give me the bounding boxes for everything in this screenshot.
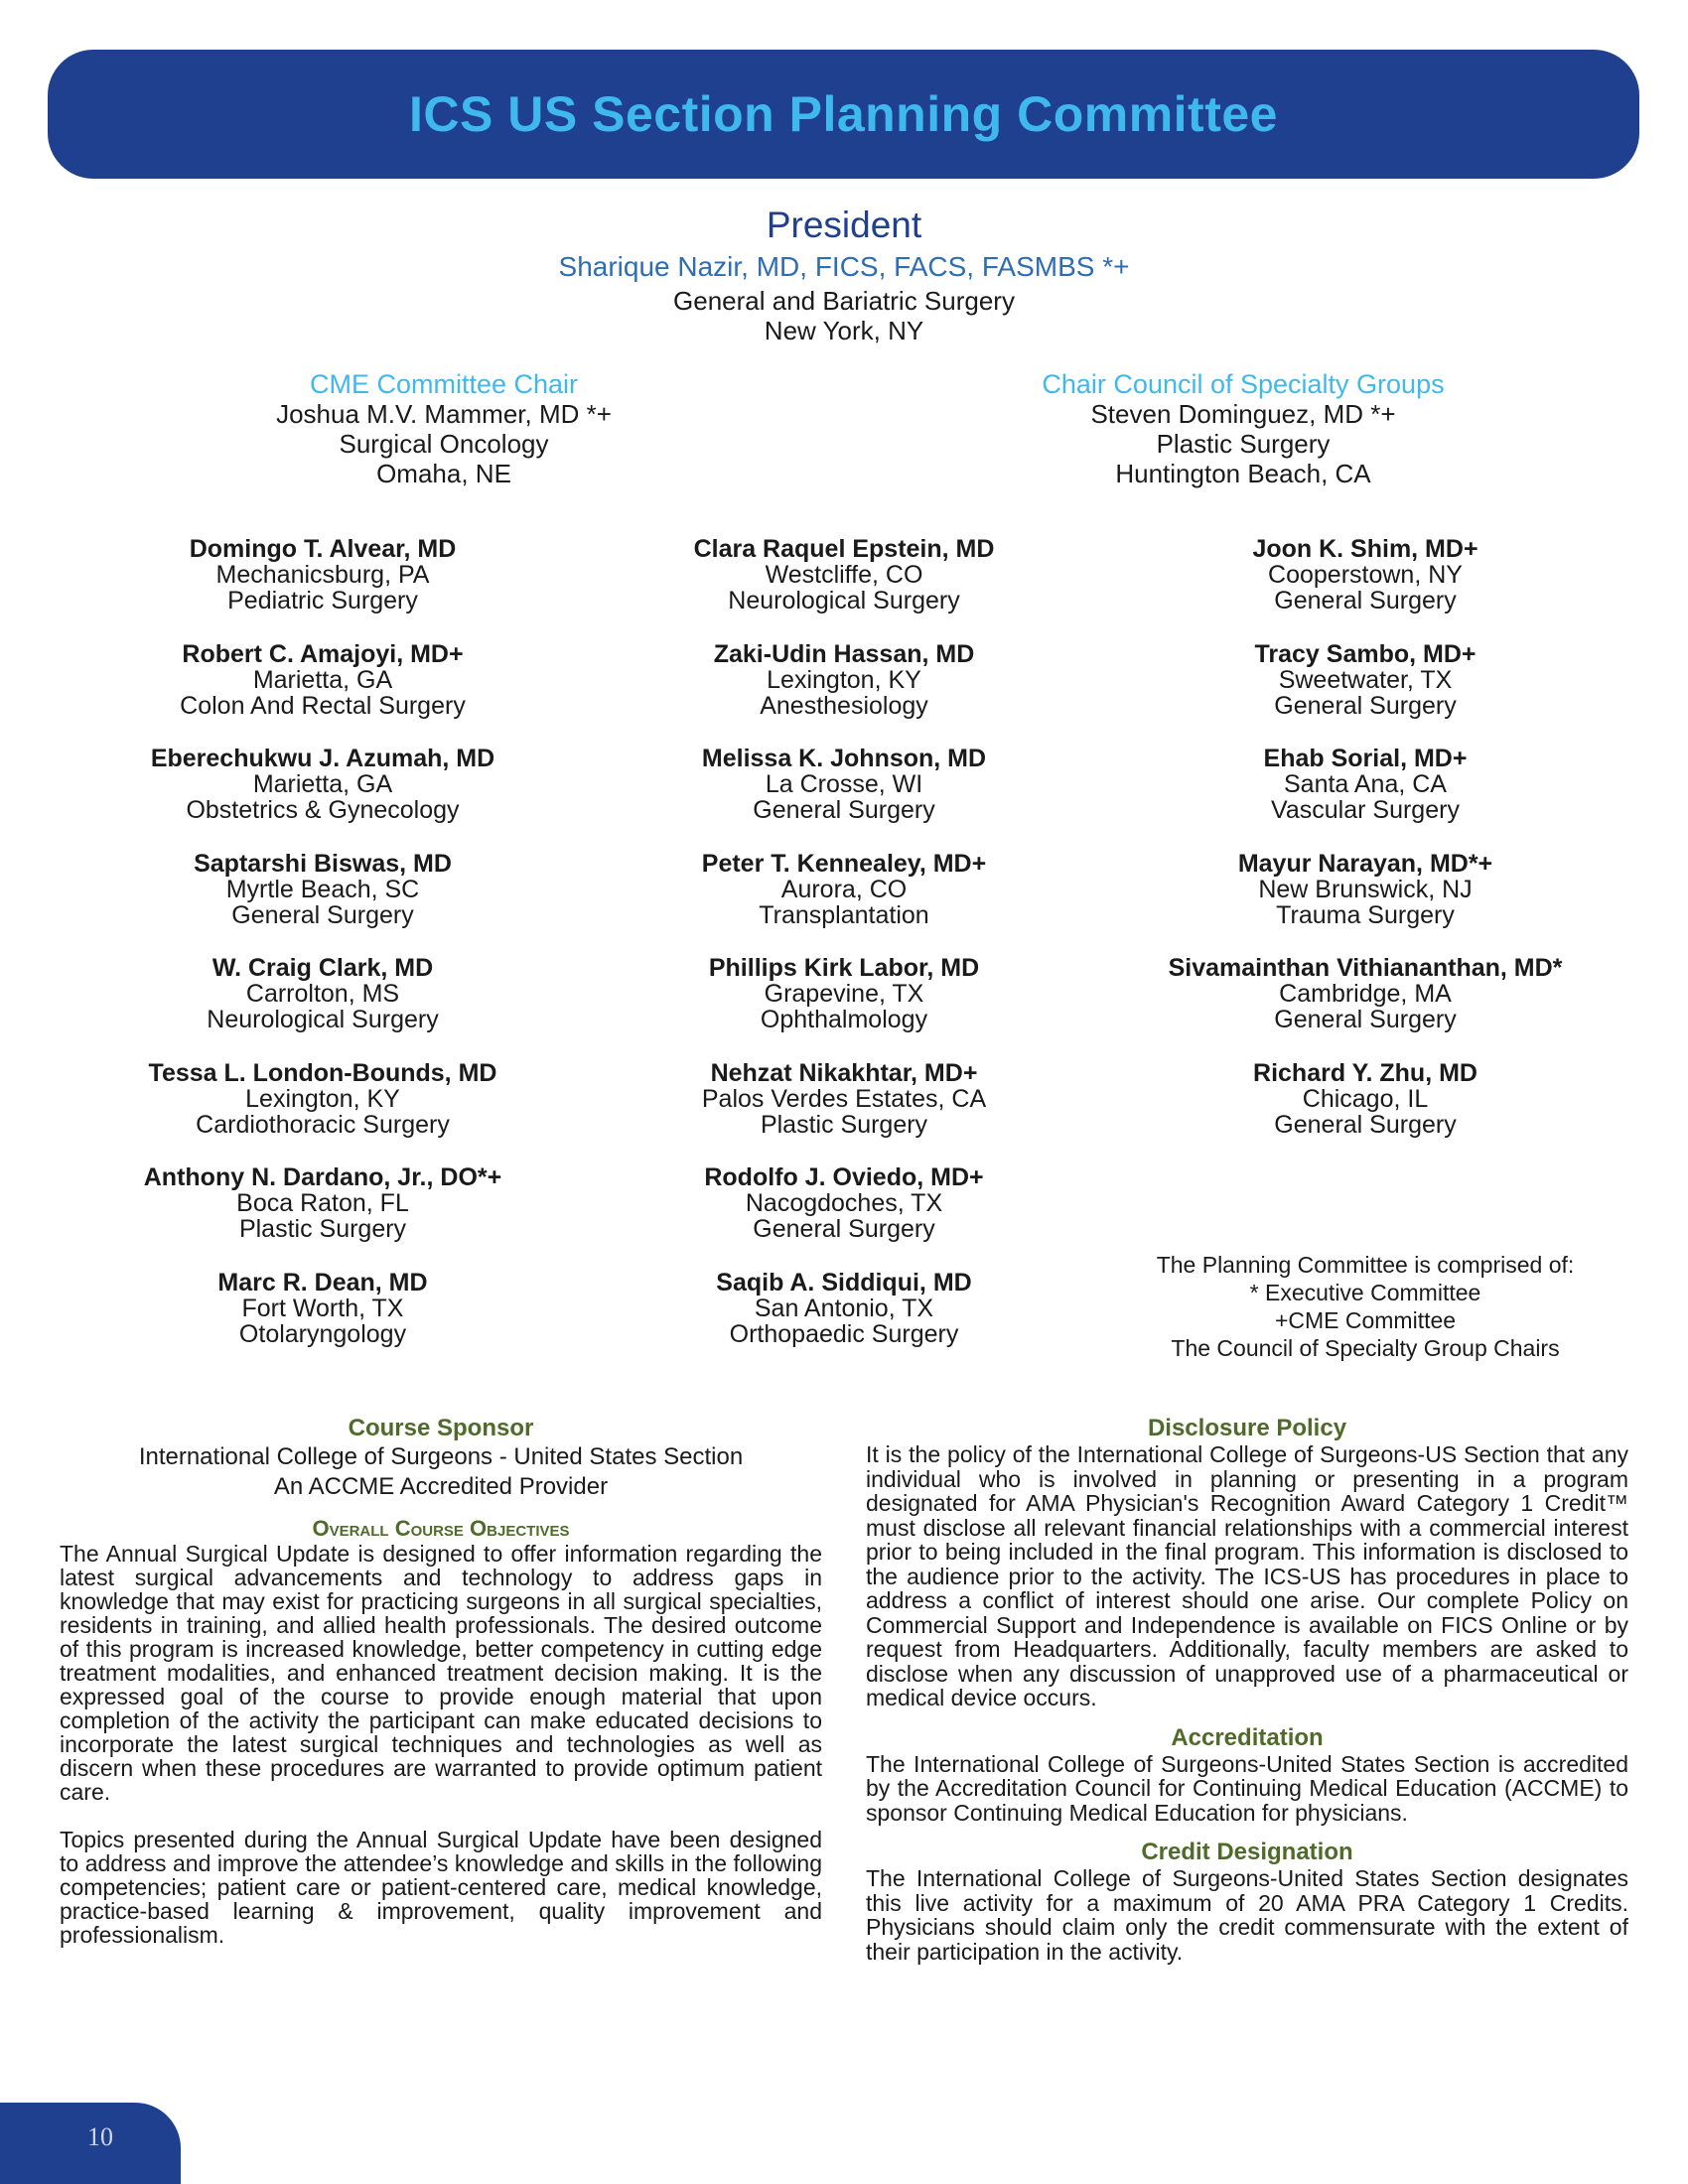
- officer-role: Chair Council of Specialty Groups: [1042, 369, 1445, 399]
- legend-cme: +CME Committee: [1274, 1307, 1457, 1333]
- members-column-3: [1087, 536, 1643, 1164]
- member-location: Santa Ana, CA: [1283, 770, 1447, 798]
- committee-legend: [1087, 1251, 1643, 1362]
- member-location: Fort Worth, TX: [241, 1294, 404, 1322]
- member-name: Richard Y. Zhu, MD: [1253, 1058, 1477, 1087]
- disclosure-text: It is the policy of the International College of Surgeons-US Section that any individual who is involved in planning or presenting in a program designated for AMA Physician's Recognition Award Category 1 Credit™ must disclose all relevant financial relationships with a commercial interest prior to being included in the final program. This information is disclosed to the audience prior to the activity. The ICS-US has procedures in place to address a conflict of interest should one arise. Our complete Policy on Commercial Support and Independence is available on FICS Online or by request from Headquarters. Additionally, faculty members are asked to disclose when any discussion of unapproved use of a pharmaceutical or medical device occurs.: [866, 1441, 1628, 1710]
- member-name: Mayur Narayan, MD*+: [1237, 849, 1493, 878]
- member-name: Clara Raquel Epstein, MD: [693, 535, 995, 563]
- member-location: La Crosse, WI: [765, 770, 923, 798]
- member-entry: [566, 536, 1122, 641]
- member-specialty: Pediatric Surgery: [227, 587, 418, 614]
- member-entry: [1087, 746, 1643, 851]
- member-entry: [1087, 1060, 1643, 1165]
- member-location: Myrtle Beach, SC: [225, 875, 420, 903]
- credit-heading: Credit Designation: [1141, 1839, 1353, 1865]
- member-specialty: General Surgery: [753, 1215, 935, 1243]
- accreditation-heading: Accreditation: [1171, 1723, 1324, 1751]
- left-column-text: [60, 1415, 822, 1947]
- member-name: Saqib A. Siddiqui, MD: [716, 1268, 972, 1297]
- member-entry: [45, 536, 601, 641]
- course-sponsor-accreditation: An ACCME Accredited Provider: [273, 1473, 609, 1500]
- member-entry: [566, 641, 1122, 747]
- members-column-1: [45, 536, 601, 1374]
- member-location: Mechanicsburg, PA: [215, 561, 430, 589]
- member-entry: [566, 1060, 1122, 1165]
- member-location: San Antonio, TX: [754, 1294, 934, 1322]
- accreditation-text: The International College of Surgeons-United States Section is accredited by the Accreditation Council for Continuing Medical Education (ACCME) to sponsor Continuing Medical Education for physicians.: [866, 1750, 1628, 1826]
- member-name: Ehab Sorial, MD+: [1263, 745, 1468, 772]
- page-title: ICS US Section Planning Committee: [409, 86, 1278, 142]
- right-column-text: [866, 1415, 1628, 1964]
- member-specialty: Trauma Surgery: [1276, 900, 1455, 929]
- member-specialty: General Surgery: [231, 900, 414, 929]
- member-location: Palos Verdes Estates, CA: [701, 1084, 987, 1113]
- member-specialty: Otolaryngology: [238, 1319, 407, 1348]
- member-name: Joon K. Shim, MD+: [1252, 535, 1478, 563]
- officer-role: CME Committee Chair: [309, 369, 579, 399]
- member-location: Lexington, KY: [767, 665, 921, 694]
- member-entry: [45, 1270, 601, 1375]
- president-location: New York, NY: [764, 316, 924, 345]
- page-number: 10: [87, 2122, 113, 2151]
- president-label: President: [766, 205, 922, 245]
- member-specialty: General Surgery: [753, 796, 935, 824]
- member-name: Peter T. Kennealey, MD+: [701, 849, 987, 878]
- member-location: Carrolton, MS: [245, 980, 400, 1008]
- member-entry: [1087, 955, 1643, 1060]
- member-entry: [45, 851, 601, 956]
- officer-location: Omaha, NE: [376, 459, 511, 488]
- member-entry: [1087, 851, 1643, 956]
- officer-specialty-chair: [935, 369, 1551, 488]
- member-name: Nehzat Nikakhtar, MD+: [710, 1058, 978, 1087]
- member-specialty: General Surgery: [1274, 587, 1457, 614]
- officer-location: Huntington Beach, CA: [1115, 459, 1371, 488]
- member-location: Marietta, GA: [252, 665, 393, 694]
- disclosure-heading: Disclosure Policy: [1147, 1415, 1347, 1441]
- member-specialty: Vascular Surgery: [1271, 796, 1460, 824]
- member-name: Robert C. Amajoyi, MD+: [182, 639, 464, 668]
- legend-executive: * Executive Committee: [1249, 1280, 1481, 1305]
- member-specialty: Orthopaedic Surgery: [729, 1319, 959, 1348]
- member-entry: [45, 746, 601, 851]
- member-name: Melissa K. Johnson, MD: [701, 745, 987, 772]
- president-name: Sharique Nazir, MD, FICS, FACS, FASMBS *+: [558, 251, 1130, 282]
- member-entry: [566, 955, 1122, 1060]
- member-specialty: Neurological Surgery: [728, 587, 960, 614]
- member-location: New Brunswick, NJ: [1258, 875, 1473, 903]
- member-location: Boca Raton, FL: [236, 1189, 409, 1217]
- member-name: Zaki-Udin Hassan, MD: [713, 639, 975, 668]
- member-location: Cooperstown, NY: [1268, 561, 1463, 589]
- member-location: Westcliffe, CO: [765, 561, 923, 589]
- member-name: Tracy Sambo, MD+: [1254, 639, 1477, 668]
- member-specialty: General Surgery: [1274, 691, 1457, 720]
- member-entry: [566, 1270, 1122, 1375]
- course-sponsor-heading: Course Sponsor: [348, 1415, 534, 1441]
- member-location: Nacogdoches, TX: [745, 1189, 943, 1217]
- member-name: Rodolfo J. Oviedo, MD+: [704, 1163, 984, 1191]
- member-name: Marc R. Dean, MD: [217, 1268, 428, 1297]
- credit-text: The International College of Surgeons-United States Section designates this live activity for a maximum of 20 AMA PRA Category 1 Credits. Physicians should claim only the credit commensurate with the extent of their participation in the activity.: [866, 1865, 1628, 1965]
- member-location: Sweetwater, TX: [1278, 665, 1453, 694]
- legend-intro: The Planning Committee is comprised of:: [1156, 1252, 1575, 1278]
- member-name: Phillips Kirk Labor, MD: [708, 954, 980, 982]
- officer-cme-chair: [136, 369, 752, 488]
- member-entry: [566, 746, 1122, 851]
- title-banner: [48, 50, 1639, 179]
- objectives-paragraph-2: Topics presented during the Annual Surgical Update have been designed to address and improve the attendee’s knowledge and skills in the following competencies; patient care or patient-centered care, medical knowledge, practice-based learning & improvement, quality improvement and professionalism.: [60, 1827, 822, 1948]
- member-location: Aurora, CO: [780, 875, 908, 903]
- member-specialty: General Surgery: [1274, 1006, 1457, 1033]
- member-location: Lexington, KY: [245, 1084, 400, 1113]
- officer-specialty: Plastic Surgery: [1156, 429, 1331, 459]
- member-specialty: Cardiothoracic Surgery: [196, 1110, 450, 1139]
- member-specialty: General Surgery: [1274, 1110, 1457, 1139]
- member-location: Chicago, IL: [1302, 1084, 1429, 1113]
- members-column-2: [566, 536, 1122, 1374]
- member-specialty: Anesthesiology: [760, 691, 928, 720]
- member-name: Anthony N. Dardano, Jr., DO*+: [143, 1163, 502, 1191]
- president-specialty: General and Bariatric Surgery: [673, 286, 1015, 316]
- member-location: Cambridge, MA: [1279, 980, 1452, 1008]
- member-entry: [45, 1164, 601, 1270]
- member-entry: [566, 1164, 1122, 1270]
- member-name: Tessa L. London-Bounds, MD: [148, 1058, 497, 1087]
- objectives-paragraph-1: The Annual Surgical Update is designed to offer information regarding the latest surgical advancements and technology to address gaps in knowledge that may exist for practicing surgeons in all surgical specialties, residents in training, and allied health professionals. The desired outcome of this program is increased knowledge, better competency in cutting edge treatment modalities, and enhanced treatment decision making. It is the expressed goal of the course to provide enough material that upon completion of the activity the participant can make educated decisions to incorporate the latest surgical techniques and technologies as well as discern when these procedures are warranted to provide optimum patient care.: [60, 1541, 822, 1805]
- member-name: Domingo T. Alvear, MD: [189, 535, 457, 563]
- member-name: W. Craig Clark, MD: [211, 954, 434, 982]
- objectives-heading: Overall Course Objectives: [312, 1516, 570, 1541]
- member-location: Marietta, GA: [252, 770, 393, 798]
- member-specialty: Plastic Surgery: [238, 1215, 407, 1243]
- member-entry: [45, 955, 601, 1060]
- member-specialty: Obstetrics & Gynecology: [186, 796, 460, 824]
- member-specialty: Ophthalmology: [760, 1006, 928, 1033]
- member-specialty: Neurological Surgery: [207, 1006, 439, 1033]
- member-entry: [45, 1060, 601, 1165]
- member-location: Grapevine, TX: [764, 980, 924, 1008]
- member-specialty: Colon And Rectal Surgery: [180, 691, 466, 720]
- officer-name: Steven Dominguez, MD *+: [1090, 399, 1396, 429]
- member-entry: [1087, 641, 1643, 747]
- course-sponsor-name: International College of Surgeons - United States Section: [138, 1443, 744, 1470]
- member-name: Eberechukwu J. Azumah, MD: [150, 745, 495, 772]
- member-entry: [566, 851, 1122, 956]
- member-specialty: Transplantation: [759, 900, 929, 929]
- member-name: Saptarshi Biswas, MD: [194, 849, 452, 878]
- member-entry: [1087, 536, 1643, 641]
- officer-name: Joshua M.V. Mammer, MD *+: [276, 399, 612, 429]
- member-entry: [45, 641, 601, 747]
- member-name: Sivamainthan Vithiananthan, MD*: [1168, 954, 1563, 982]
- member-specialty: Plastic Surgery: [760, 1110, 928, 1139]
- legend-specialty-chairs: The Council of Specialty Group Chairs: [1171, 1335, 1560, 1361]
- officer-specialty: Surgical Oncology: [339, 429, 549, 459]
